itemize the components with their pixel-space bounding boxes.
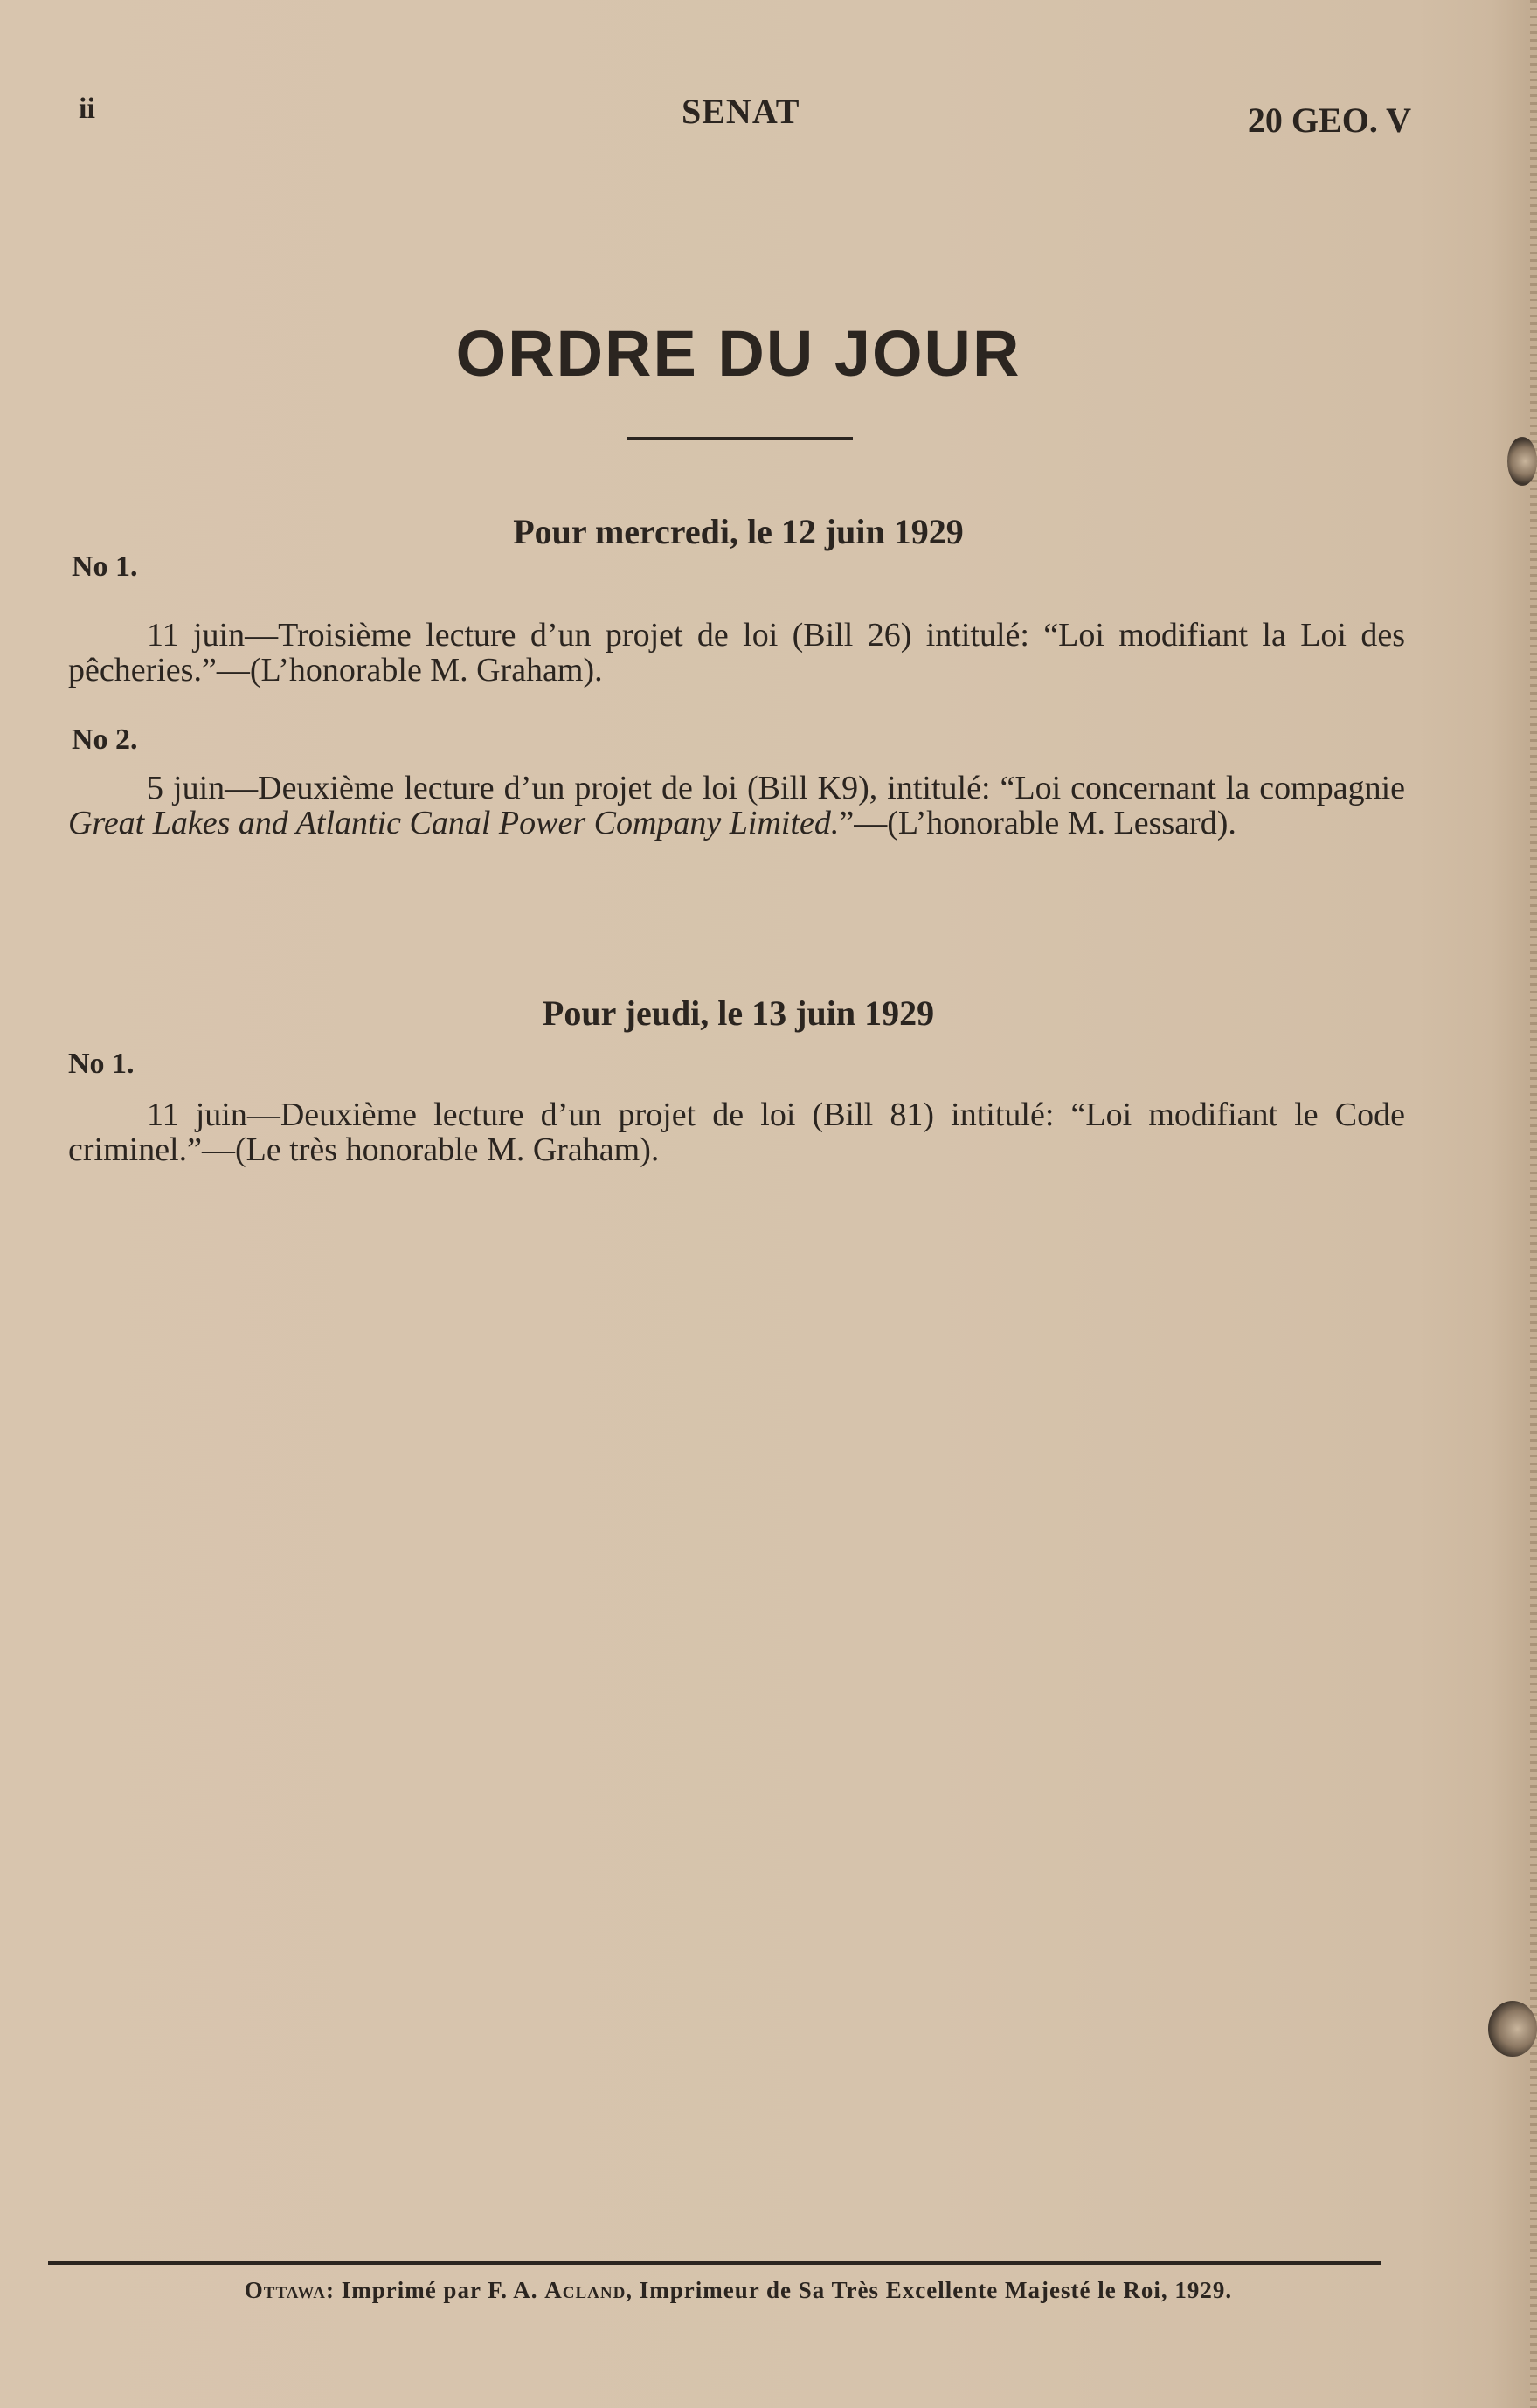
binding-hole-bottom xyxy=(1488,2001,1537,2057)
page-number: ii xyxy=(79,93,95,125)
running-head-title: SENAT xyxy=(682,92,800,131)
title-rule xyxy=(627,437,853,440)
footer-rule xyxy=(48,2261,1381,2265)
company-name: Great Lakes and Atlantic Canal Power Company Limited. xyxy=(68,805,840,841)
imprint xyxy=(0,2277,1477,2304)
item-number: No 2. xyxy=(72,723,138,756)
day-heading-thursday: Pour jeudi, le 13 juin 1929 xyxy=(542,993,935,1033)
item-number: No 1. xyxy=(72,550,138,583)
item-number: No 1. xyxy=(68,1048,135,1080)
agenda-item-text: 11 juin—Troisième lecture d’un projet de loi (Bill 26) intitulé: “Loi modifiant la Loi des pêcheries.”—(L’honorable M. Graham). xyxy=(68,617,1405,688)
agenda-item-text: 11 juin—Deuxième lecture d’un projet de loi (Bill 81) intitulé: “Loi modifiant le Code criminel.”—(Le très honorable M. Graham). xyxy=(68,1097,1405,1168)
imprint-printer: Acland xyxy=(544,2277,627,2303)
day-heading-wednesday: Pour mercredi, le 12 juin 1929 xyxy=(513,512,964,551)
agenda-item-text xyxy=(68,771,1405,841)
agenda-item-text-end: ”—(L’honorable M. Lessard). xyxy=(839,805,1236,841)
binding-hole-top xyxy=(1507,437,1537,486)
imprint-text-1: : Imprimé par F. A. xyxy=(325,2277,545,2303)
imprint-text-2: , Imprimeur de Sa Très Excellente Majesté le Roi, 1929. xyxy=(626,2277,1233,2303)
running-head xyxy=(79,87,1411,140)
running-head-regnal-year: 20 GEO. V xyxy=(1247,100,1411,140)
agenda-item-text-start: 5 juin—Deuxième lecture d’un projet de loi (Bill K9), intitulé: “Loi concernant la compagnie xyxy=(147,770,1405,806)
imprint-city: Ottawa xyxy=(244,2277,326,2303)
page-title: ORDRE DU JOUR xyxy=(455,317,1021,390)
